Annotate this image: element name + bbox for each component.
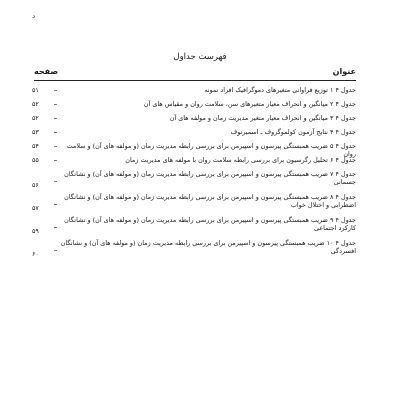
- column-header-row: [34, 67, 356, 76]
- toc-entry-page: ۵۵: [32, 156, 39, 164]
- dot-leader: [54, 204, 56, 205]
- dot-leader: [54, 146, 56, 147]
- toc-entry-page: ۵۱: [32, 86, 39, 94]
- toc-entry[interactable]: [32, 237, 356, 260]
- title-column-header: عنوان: [332, 67, 356, 76]
- toc-entry-page: ۵۳: [32, 128, 39, 136]
- dot-leader: [54, 181, 56, 182]
- toc-entry[interactable]: [32, 126, 356, 140]
- dot-leader: [54, 90, 56, 91]
- dot-leader: [54, 160, 56, 161]
- toc-entry[interactable]: [32, 191, 356, 214]
- dot-leader: [54, 132, 56, 133]
- toc-entry-page: ۵۶: [32, 181, 39, 189]
- toc-entry[interactable]: [32, 140, 356, 158]
- toc-entry-title: جدول ۴ ۷ ضریب همبستگی پیرسون و اسپیرمن برای بررسی رابطه مدیریت زمان (و مولفه های آن) و نشانگان جسمانی: [64, 170, 356, 186]
- toc-entry[interactable]: [32, 112, 356, 126]
- toc-entry-title: جدول ۴ ۳ میانگین و انحراف معیار متغیر مدیریت زمان و مولفه های آن: [169, 114, 356, 122]
- toc-entry[interactable]: [32, 84, 356, 98]
- toc-entry-page: ۶۰: [32, 250, 39, 258]
- page-title: فهرست جداول: [173, 52, 227, 62]
- dot-leader: [54, 104, 56, 105]
- toc-entry-title: جدول ۴ ۱۰ ضریب همبستگی پیرسون و اسپیرمن برای بررسی رابطه مدیریت زمان (و مولفه های آن) و نشانگان افسردگی: [60, 239, 356, 255]
- page-number-marker: د: [32, 12, 36, 20]
- toc-entry-title: جدول ۴ ۶ تحلیل رگرسیون برای بررسی رابطه سلامت روان با مولفه های مدیریت زمان: [125, 156, 356, 164]
- toc-entry-page: ۵۴: [32, 142, 39, 150]
- dot-leader: [54, 118, 56, 119]
- table-of-tables-list: [32, 84, 356, 260]
- toc-entry[interactable]: [32, 154, 356, 168]
- toc-entry-title: جدول ۴ ۸ ضریب همبستگی پیرسون و اسپیرمن برای بررسی رابطه مدیریت زمان (و مولفه های آن) و نشانگان اضطرابی و اختلال خواب: [64, 193, 356, 209]
- toc-entry-title: جدول ۴ ۵ ضریب همبستگی پیرسون و اسپیرمن برای بررسی رابطه مدیریت زمان (و مولفه های آن) و سلامت روان: [66, 142, 356, 158]
- toc-entry-title: جدول ۴ ۱ توزیع فراوانی متغیرهای دموگرافیک افراد نمونه: [204, 86, 356, 94]
- toc-entry-title: جدول ۴ ۴ نتایج آزمون کولموگروف ـ اسمیرنوف: [230, 128, 356, 136]
- toc-entry[interactable]: [32, 98, 356, 112]
- page-column-header: صفحه: [34, 67, 59, 76]
- dot-leader: [54, 227, 56, 228]
- toc-entry[interactable]: [32, 168, 356, 191]
- header-divider: [34, 80, 356, 81]
- toc-entry-page: ۵۲: [32, 114, 39, 122]
- toc-entry-title: جدول ۴ ۲ میانگین و انحراف معیار متغیرهای سن، سلامت روان و مقیاس های آن: [143, 100, 356, 108]
- toc-entry-title: جدول ۴ ۹ ضریب همبستگی پیرسون و اسپیرمن برای بررسی رابطه مدیریت زمان (و مولفه های آن) و نشانگان کارکرد اجتماعی: [64, 216, 356, 232]
- toc-entry-page: ۵۹: [32, 227, 39, 235]
- toc-entry[interactable]: [32, 214, 356, 237]
- toc-entry-page: ۵۲: [32, 100, 39, 108]
- toc-entry-page: ۵۷: [32, 204, 39, 212]
- dot-leader: [54, 250, 56, 251]
